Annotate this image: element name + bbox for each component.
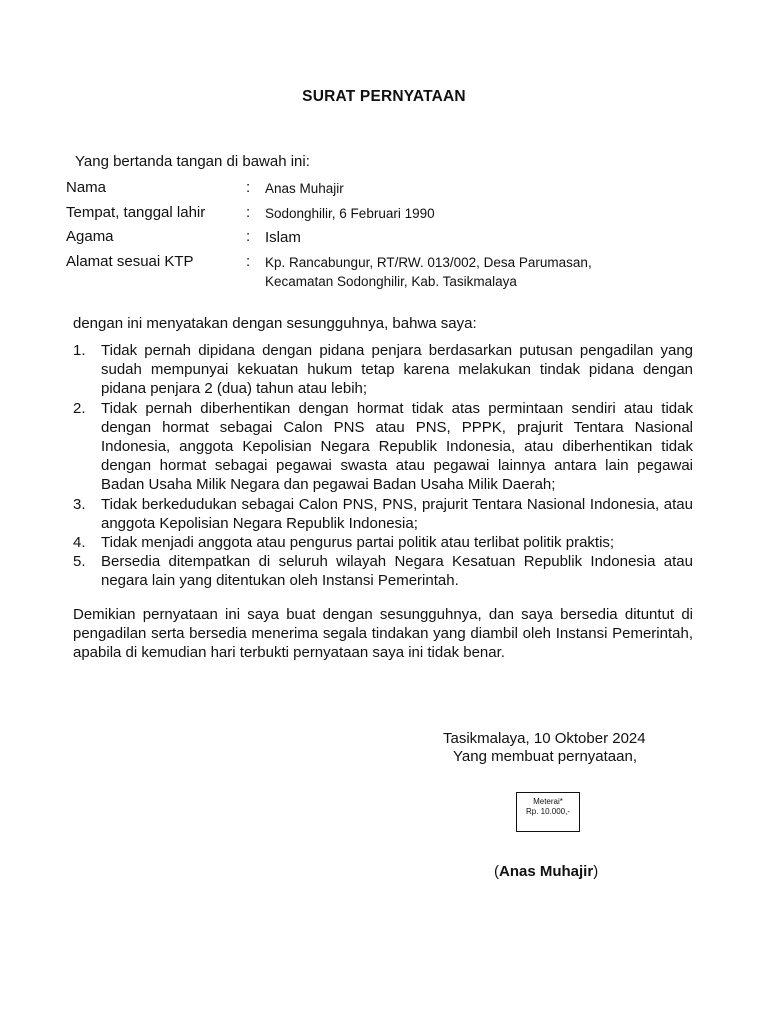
close-paren: ) — [593, 863, 599, 880]
open-paren: ( — [494, 863, 499, 880]
field-value — [265, 253, 592, 291]
list-item — [73, 552, 693, 590]
field-nama — [66, 179, 706, 204]
field-label: Agama — [66, 228, 114, 245]
field-colon: : — [246, 252, 251, 270]
list-number: 2. — [73, 399, 86, 417]
stamp-label: Meterai* — [533, 797, 563, 806]
field-label: Tempat, tanggal lahir — [66, 203, 206, 221]
address-line-2: Kecamatan Sodonghilir, Kab. Tasikmalaya — [265, 273, 517, 289]
field-colon: : — [246, 203, 251, 221]
field-label: Alamat sesuai KTP — [66, 252, 194, 270]
list-number: 1. — [73, 342, 86, 359]
identity-fields — [66, 179, 706, 293]
field-tempat-tanggal-lahir — [66, 204, 706, 229]
place-date: Tasikmalaya, 10 Oktober 2024 — [443, 730, 646, 747]
signer-name — [494, 863, 598, 880]
address-line-1: Kp. Rancabungur, RT/RW. 013/002, Desa Parumasan, — [265, 254, 592, 270]
statement-text: dengan ini menyatakan dengan sesungguhnya, bahwa saya: — [73, 315, 477, 332]
list-item — [73, 495, 693, 533]
stamp-amount: Rp. 10.000,- — [525, 807, 571, 816]
list-text: Tidak berkedudukan sebagai Calon PNS, PNS, prajurit Tentara Nasional Indonesia, atau anggota Kepolisian Negara Republik Indonesia; — [101, 495, 693, 532]
maker-label: Yang membuat pernyataan, — [453, 748, 638, 765]
field-colon: : — [246, 179, 251, 196]
stamp-box — [516, 792, 580, 832]
list-text: Bersedia ditempatkan di seluruh wilayah Negara Kesatuan Republik Indonesia atau negara lain yang ditentukan oleh Instansi Pemerintah. — [101, 553, 693, 590]
field-value: Sodonghilir, 6 Februari 1990 — [265, 205, 435, 221]
document-title: SURAT PERNYATAAN — [302, 88, 466, 105]
field-label: Nama — [66, 179, 107, 196]
statement-points — [73, 341, 693, 591]
list-number: 5. — [73, 553, 86, 571]
field-alamat — [66, 253, 706, 293]
closing-paragraph: Demikian pernyataan ini saya buat dengan sesungguhnya, dan saya bersedia dituntut di pengadilan serta bersedia menerima segala tindakan yang diambil oleh Instansi Pemerintah, apabila di kemudian hari terbukti pernyataan saya ini tidak benar. — [73, 606, 693, 662]
list-number: 4. — [73, 534, 86, 552]
list-text: Tidak pernah dipidana dengan pidana penjara berdasarkan putusan pengadilan yang sudah mempunyai kekuatan hukum tetap karena melakukan tindak pidana dengan pidana penjara 2 (dua) tahun atau lebih; — [101, 342, 693, 398]
list-item — [73, 399, 693, 495]
field-value: Islam — [265, 229, 301, 246]
list-item — [73, 341, 693, 399]
list-text: Tidak pernah diberhentikan dengan hormat tidak atas permintaan sendiri atau tidak dengan hormat sebagai Calon PNS atau PNS, PPPK, prajurit Tentara Nasional Indonesia, anggota Kepolisian Negara Republik Indonesia, atau diberhentikan tidak dengan hormat sebagai pegawai swasta atau pegawai lainnya antara lain pegawai Badan Usaha Milik Negara dan pegawai Badan Usaha Milik Daerah; — [101, 399, 693, 494]
signer-name-text: Anas Muhajir — [499, 863, 594, 880]
field-value: Anas Muhajir — [265, 181, 344, 196]
list-item — [73, 533, 693, 552]
intro-text: Yang bertanda tangan di bawah ini: — [75, 153, 310, 170]
list-number: 3. — [73, 495, 86, 513]
list-text: Tidak menjadi anggota atau pengurus partai politik atau terlibat politik praktis; — [101, 534, 615, 552]
field-colon: : — [246, 228, 251, 245]
field-agama — [66, 228, 706, 253]
